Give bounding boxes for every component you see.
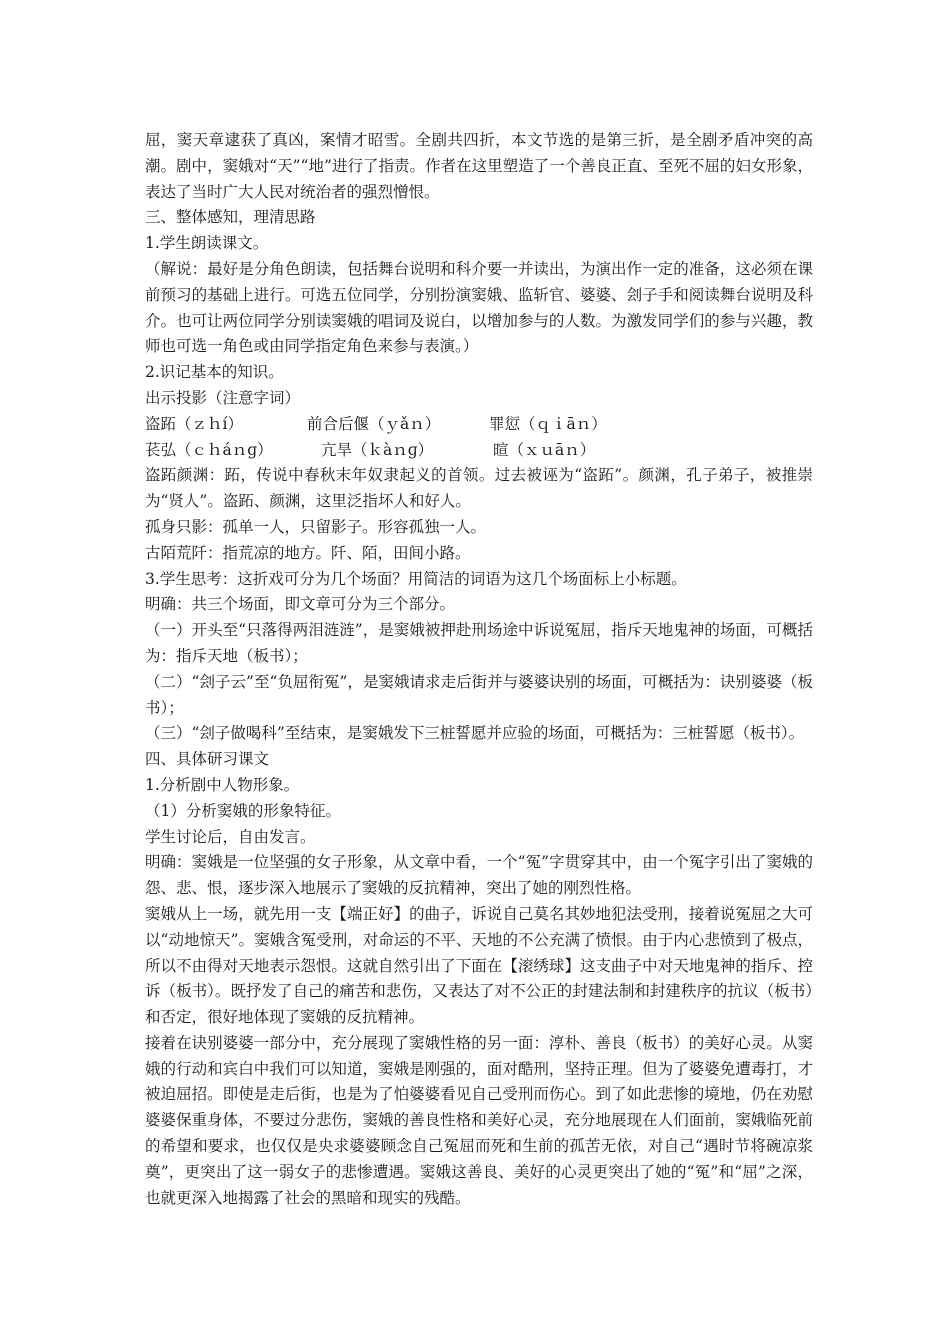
section-heading: 三、整体感知，理清思路 xyxy=(145,208,316,227)
paragraph: 盗跖颜渊：跖，传说中春秋末年奴隶起义的首领。过去被诬为“盗跖”。颜渊，孔子弟子，被推崇为“贤人”。盗跖、颜渊，这里泛指坏人和好人。 xyxy=(145,466,813,511)
paragraph: 3.学生思考：这折戏可分为几个场面？用简洁的词语为这几个场面标上小标题。 xyxy=(145,569,687,588)
pinyin-entry: 亢旱（ｋàｎɡ） xyxy=(321,440,434,459)
paragraph: （一）开头至“只落得两泪涟涟”，是窦娥被押赴刑场途中诉说冤屈，指斥天地鬼神的场面，可概括为：指斥天地（板书）； xyxy=(145,621,813,665)
paragraph: 出示投影（注意字词） xyxy=(145,388,301,407)
paragraph: 明确：窦娥是一位坚强的女子形象，从文章中看，一个“冤”字贯穿其中，由一个冤字引出了窦娥的怨、悲、恨，逐步深入地展示了窦娥的反抗精神，突出了她的刚烈性格。 xyxy=(145,853,813,898)
paragraph: 窦娥从上一场，就先用一支【端正好】的曲子，诉说自己莫名其妙地犯法受刑，接着说冤屈之大可以“动地惊天”。窦娥含冤受刑，对命运的不平、天地的不公充满了愤恨。由于内心悲愤到了极点，所以不由得对天地表示怨恨。这就自然引出了下面在【滚绣球】这支曲子中对天地鬼神的指斥、控诉（板书）。既抒发了自己的痛苦和悲伤，又表达了对不公正的封建法制和封建秩序的抗议（板书）和否定，很好地体现了窦娥的反抗精神。 xyxy=(145,904,813,1027)
paragraph: 学生讨论后，自由发言。 xyxy=(145,827,316,846)
paragraph: （二）“刽子云”至“负屈衔冤”，是窦娥请求走后街并与婆婆诀别的场面，可概括为：诀别婆婆（板书）； xyxy=(145,672,813,717)
paragraph: （解说：最好是分角色朗读，包括舞台说明和科介要一并读出，为演出作一定的准备，这必须在课前预习的基础上进行。可选五位同学，分别扮演窦娥、监斩官、婆婆、刽子手和阅读舞台说明及科介。也可让两位同学分别读窦娥的唱词及说白，以增加参与的人数。为激发同学们的参与兴趣，教师也可选一角色或由同学指定角色来参与表演。） xyxy=(145,259,813,356)
pinyin-entry: 罪愆（ｑｉāｎ） xyxy=(489,414,607,433)
paragraph: 屈，窦天章逮获了真凶，案情才昭雪。全剧共四折，本文节选的是第三折，是全剧矛盾冲突的高潮。剧中，窦娥对“天”“地”进行了指责。作者在这里塑造了一个善良正直、至死不屈的妇女形象，表达了当时广大人民对统治者的强烈憎恨。 xyxy=(145,131,813,201)
section-heading: 四、具体研习课文 xyxy=(145,750,270,769)
paragraph: 2.识记基本的知识。 xyxy=(145,363,284,382)
pinyin-entry: 暄（ｘｕāｎ） xyxy=(493,440,596,459)
pinyin-entry: 前合后偃（ｙǎｎ） xyxy=(307,414,441,433)
paragraph: 接着在诀别婆婆一部分中，充分展现了窦娥性格的另一面：淳朴、善良（板书）的美好心灵。从窦娥的行动和宾白中我们可以知道，窦娥是刚强的，面对酷刑，坚持正理。但为了婆婆免遭毒打，才被迫屈招。即使是走后街，也是为了怕婆婆看见自己受刑而伤心。到了如此悲惨的境地，仍在劝慰婆婆保重身体，不要过分悲伤，窦娥的善良性格和美好心灵，充分地展现在人们面前，窦娥临死前的希望和要求，也仅仅是央求婆婆顾念自己冤屈而死和生前的孤苦无依，对自己“遇时节将碗凉浆奠”，更突出了这一弱女子的悲惨遭遇。窦娥这善良、美好的心灵更突出了她的“冤”和“屈”之深，也就更深入地揭露了社会的黑暗和现实的残酷。 xyxy=(145,1033,813,1207)
paragraph: （1）分析窦娥的形象特征。 xyxy=(145,801,341,820)
pinyin-entry: 盗跖（ｚｈí） xyxy=(145,414,243,433)
paragraph: 古陌荒阡：指荒凉的地方。阡、陌，田间小路。 xyxy=(145,543,471,562)
pinyin-row xyxy=(145,412,813,438)
paragraph: （三）“刽子做喝科”至结束，是窦娥发下三桩誓愿并应验的场面，可概括为：三桩誓愿（板书）。 xyxy=(145,724,805,743)
paragraph: 孤身只影：孤单一人，只留影子。形容孤独一人。 xyxy=(145,517,487,536)
pinyin-row xyxy=(145,438,813,464)
paragraph: 1.分析剧中人物形象。 xyxy=(145,775,300,794)
pinyin-entry: 苌弘（ｃｈáｎɡ） xyxy=(145,440,273,459)
paragraph: 1.学生朗读课文。 xyxy=(145,234,269,253)
paragraph: 明确：共三个场面，即文章可分为三个部分。 xyxy=(145,595,456,614)
document-body xyxy=(145,128,813,1211)
